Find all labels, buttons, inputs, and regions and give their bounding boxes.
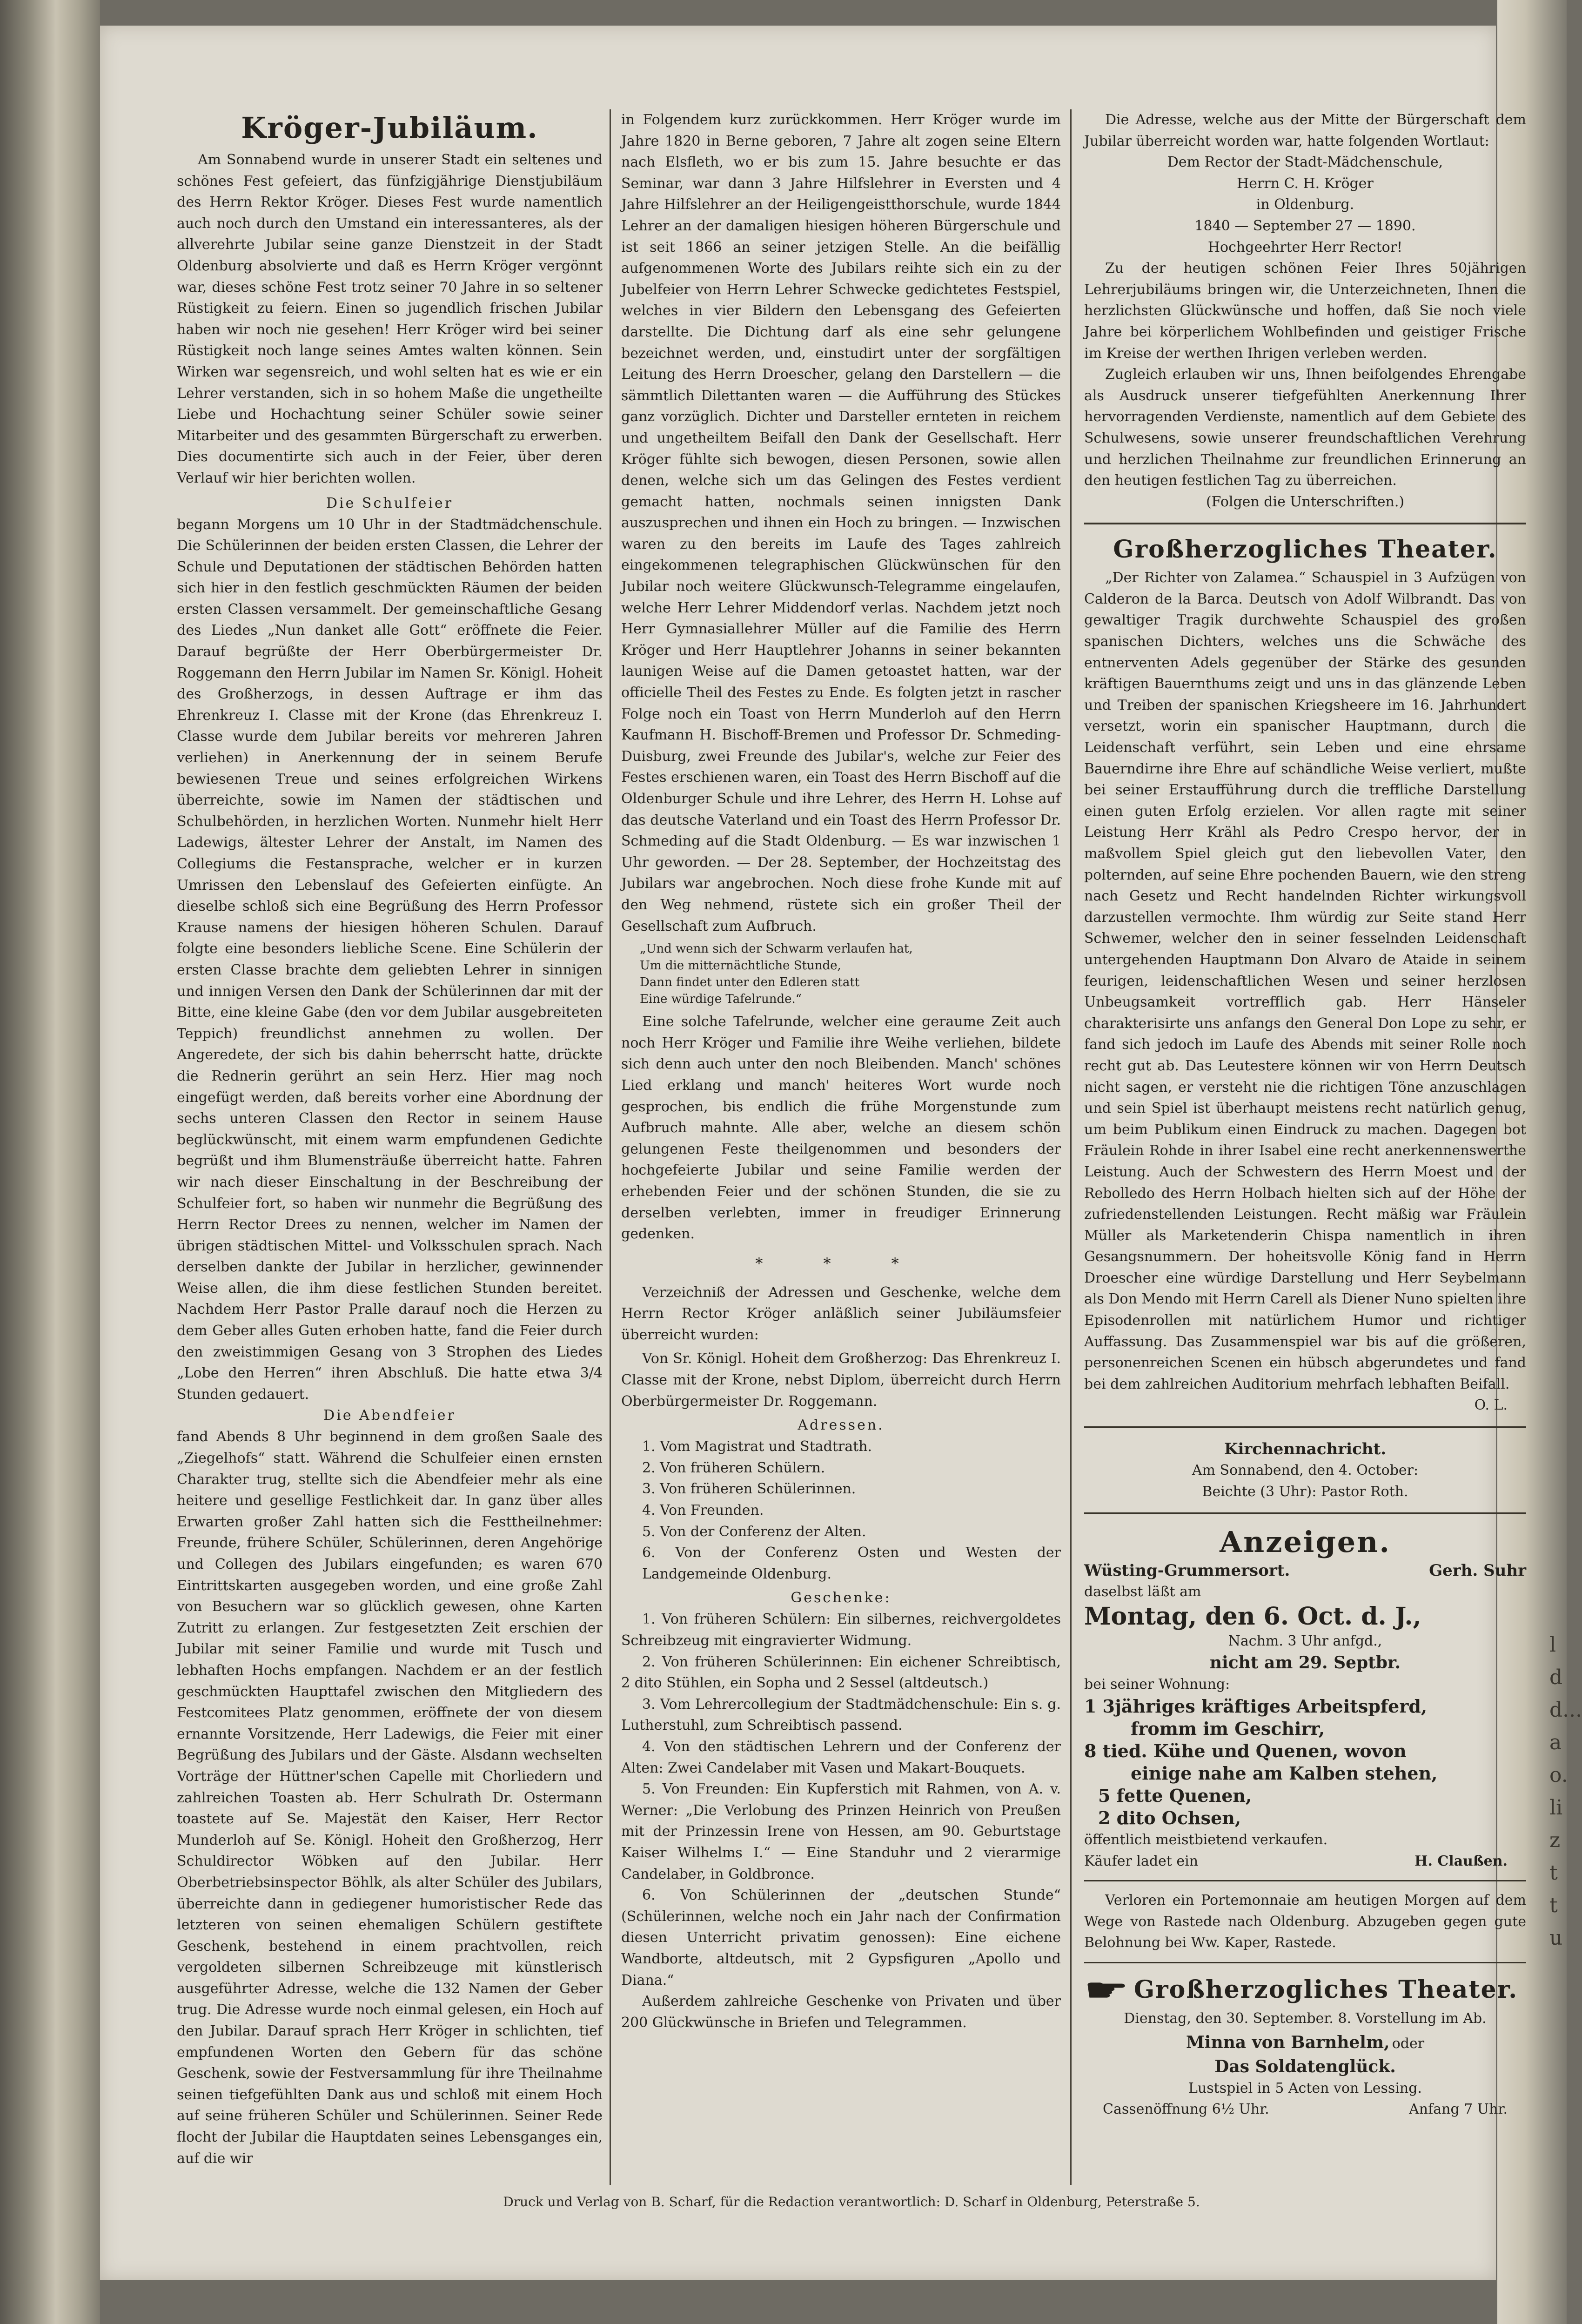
poem-line: Eine würdige Tafelrunde.“ bbox=[640, 992, 802, 1007]
separator-stars: * * * bbox=[755, 1254, 927, 1272]
article-paragraph: fand Abends 8 Uhr beginnend in dem großen Saale des „Ziegelhofs“ statt. Während die Schulfeier einen ernsten Charakter trug, stellte sich die Abendfeier mehr als eine heitere und gesellige Festlichkeit dar. In ganz über alles Erwarten großer Zahl hatten sich die Festtheilnehmer: Freunde, frühere Schüler, Schülerinnen, deren Angehörige und Collegen des Jubilars eingefunden; es waren 670 Eintrittskarten ausgegeben worden, und eine große Zahl von Besuchern war so glücklich gewesen, ohne Karten Zutritt zu erlangen. Zur festgesetzten Zeit erschien der Jubilar mit seiner Familie und wurde mit Tusch und lebhaften Hochs empfangen. Nachdem er an der festlich geschmückten Haupttafel zwischen den Mitgliedern des Festcomitees Platz genommen, eröffnete der von diesem ernannte Vorsitzende, Herr Ladewigs, die Feier mit einer Begrüßung des Jubilars und der Gäste. Alsdann wechselten Vorträge der Hüttner'schen Capelle mit Chorliedern und zahlreichen Toasten ab. Herr Schulrath Dr. Ostermann toastete auf Se. Majestät den Kaiser, Herr Rector Munderloh auf Se. Königl. Hoheit den Großherzog, Herr Schuldirector Wöbken auf den Jubilar. Herr Oberbetriebsinspector Böhlk, als alter Schüler des Jubilars, überreichte dann in gediegener humoristischer Rede das letzteren von seinen ehemaligen Schülern gestiftete Geschenk, bestehend in einem prachtvollen, reich vergoldeten silbernen Schreibzeuge mit künstlerisch ausgeführter Adresse, welche die 132 Namen der Geber trug. Die Adresse wurde noch einmal gelesen, ein Hoch auf den Jubilar. Darauf sprach Herr Kröger in schlichten, tief empfundenen Worten den Gebern für das schöne Geschenk, sowie der Festversammlung für ihre Theilnahme seinen tiefgefühlten Dank aus und schloß mit einem Hoch auf seine früheren Schüler und Schülerinnen. Seiner Rede flocht der Jubilar die Hauptdaten seines Lebensganges ein, auf die wir bbox=[177, 1429, 603, 2167]
ad-line: Cassenöffnung 6½ Uhr. bbox=[1103, 2101, 1269, 2118]
adjacent-page-text: ldd...ao.lizttu bbox=[1549, 1633, 1582, 1950]
list-item: 3. Vom Lehrercollegium der Stadtmädchenschule: Ein s. g. Lutherstuhl, zum Schreibtisch passend. bbox=[621, 1696, 1061, 1734]
list-item: 4. Von den städtischen Lehrern und der Conferenz der Alten: Zwei Candelaber mit Vasen und Makart-Bouquets. bbox=[621, 1738, 1061, 1776]
section-heading: Adressen. bbox=[798, 1417, 885, 1434]
address-dates: 1840 — September 27 — 1890. bbox=[1194, 217, 1416, 234]
column-2 bbox=[621, 109, 1061, 2180]
address-salutation: Hochgeehrter Herr Rector! bbox=[1207, 239, 1403, 255]
article-title: Kröger-Jubiläum. bbox=[241, 111, 538, 145]
pointing-hand-icon: ☛ bbox=[1084, 1971, 1128, 2008]
theater-ad bbox=[1084, 1972, 1526, 2120]
poem-line: „Und wenn sich der Schwarm verlaufen hat, bbox=[640, 942, 913, 956]
address-line: Dem Rector der Stadt-Mädchenschule, bbox=[1167, 154, 1443, 171]
list-item: 3. Von früheren Schülerinnen. bbox=[642, 1481, 856, 1498]
ad-item: 2 dito Ochsen, bbox=[1098, 1807, 1241, 1828]
section-divider bbox=[1084, 523, 1526, 524]
auction-ad bbox=[1084, 1560, 1526, 1872]
notice-line: Am Sonnabend, den 4. October: bbox=[1192, 1462, 1419, 1479]
column-1 bbox=[177, 109, 603, 2180]
ad-place: Wüsting-Grummersort. bbox=[1084, 1561, 1290, 1580]
section-heading: Die Schulfeier bbox=[326, 495, 454, 511]
ad-line: daselbst läßt am bbox=[1084, 1584, 1201, 1600]
list-item: 1. Von früheren Schülern: Ein silbernes, reichvergoldetes Schreibzeug mit eingravierter Widmung. bbox=[621, 1611, 1061, 1649]
ad-line: Dienstag, den 30. September. 8. Vorstellung im Ab. bbox=[1124, 2010, 1487, 2027]
ad-item: einige nahe am Kalben stehen, bbox=[1131, 1763, 1438, 1784]
ad-date: Montag, den 6. Oct. d. J., bbox=[1084, 1602, 1421, 1631]
article-paragraph: Zugleich erlauben wir uns, Ihnen beifolgendes Ehrengabe als Ausdruck unserer tiefgefühlten Anerkennung Ihrer hervorragenden Verdienste, namentlich auf dem Gebiete des Schulwesens, sowie unserer freundschaftlichen Verehrung und herzlichen Theilnahme zur freundlichen Erinnerung an den heutigen festlichen Tag zu überreichen. bbox=[1084, 366, 1526, 489]
theater-review: „Der Richter von Zalamea.“ Schauspiel in 3 Aufzügen von Calderon de la Barca. Deutsch von Adolf Wilbrandt. Das von gewaltiger Tragik durchwehte Schauspiel des großen spanischen Dichters, welches uns die Schwäche des entnerventen Adels gegenüber der Stärke des gesunden kräftigen Bauernthums zeigt und uns in das glänzende Leben und Treiben der spanischen Kriegsheere im 16. Jahrhundert versetzt, worin ein spanischer Hauptmann, durch die Leidenschaft verführt, sein Leben und eine ehrsame Bauerndirne ihre Ehre auf schändliche Weise verliert, mußte bei seiner Erstaufführung durch die treffliche Darstellung einen guten Erfolg erzielen. Vor allen ragte mit seiner Leistung Herr Krähl als Pedro Crespo hervor, der in maßvollem Spiel gleich gut den liebevollen Vater, den polternden, auf seine Ehre pochenden Bauern, wie den streng nach Gesetz und Recht handelnden Richter wirkungsvoll darzustellen vermochte. Ihm würdig zur Seite stand Herr Schwemer, welcher den in seiner fesselnden Leidenschaft untergehenden Hauptmann Don Alvaro de Ataide in seinem feurigen, leidenschaftlichen Wesen und seiner herzlosen Unbeugsamkeit vortrefflich gab. Herr Hänseler charakterisirte uns anfangs den General Don Lope zu sehr, er fand sich jedoch im Laufe des Abends mit seiner Rolle noch recht gut ab. Das Leutestere können wir von Herrn Deutsch nicht sagen, er versteht nie die richtigen Töne anzuschlagen und sein Spiel ist überhaupt meistens recht natürlich genug, um beim Publikum einen Eindruck zu machen. Dagegen bot Fräulein Rohde in ihrer Isabel eine recht anerkennenswerthe Leistung. Auch der Schwestern des Herrn Moest und der Rebolledo des Herrn Holbach hielten sich auf der Höhe der zufriedenstellenden Leistungen. Recht mäßig war Fräulein Müller als Marketenderin Chispa namentlich in ihren Gesangsnummern. Der hoheitsvolle König fand in Herrn Droescher eine würdige Darstellung und Herr Seybelmann als Don Mendo mit Herrn Carell als Diener Nuno spielten ihre Episodenrollen mit natürlichem Humor und richtiger Auffassung. Das Zusammenspiel war bis auf die größeren, personenreichen Scenen ein hübsch abgerundetes und fand bei dem zahlreichen Auditorium mehrfach lebhaften Beifall. bbox=[1084, 570, 1526, 1392]
lost-item-ad: Verloren ein Portemonnaie am heutigen Morgen auf dem Wege von Rastede nach Oldenburg. Abzugeben gegen gute Belohnung bei Ww. Kaper, Rastede. bbox=[1084, 1892, 1526, 1951]
section-heading: Die Abendfeier bbox=[323, 1407, 456, 1424]
article-intro: Am Sonnabend wurde in unserer Stadt ein seltenes und schönes Fest gefeiert, das fünfzigjährige Dienstjubiläum des Herrn Rektor Kröger. Dieses Fest wurde namentlich auch noch durch den Umstand ein interessanteres, als der allverehrte Jubilar seine ganze Dienstzeit in der Stadt Oldenburg absolvierte und daß es Herrn Kröger vergönnt war, dieses schöne Fest trotz seiner 70 Jahre in so seltener Rüstigkeit zu feiern. Einen so jugendlich frischen Jubilar haben wir noch nie gesehen! Herr Kröger wird bei seiner Rüstigkeit noch lange seines Amtes walten können. Sein Wirken war segensreich, und wohl selten hat es wie er ein Lehrer verstanden, sich in so hohem Maße die ungetheilte Liebe und Hochachtung seiner Schüler sowie seiner Mitarbeiter und des gesammten Bürgerschaft zu erwerben. Dies documentirte sich auch in der Feier, über deren Verlauf wir hier berichten wollen. bbox=[177, 152, 603, 486]
section-divider bbox=[1084, 1962, 1526, 1963]
section-title: Großherzogliches Theater. bbox=[1113, 535, 1497, 564]
notice-line: Beichte (3 Uhr): Pastor Roth. bbox=[1202, 1483, 1408, 1500]
list-item: 2. Von früheren Schülern. bbox=[642, 1459, 825, 1476]
section-divider bbox=[1084, 1426, 1526, 1428]
ad-line: Käufer ladet ein bbox=[1084, 1853, 1199, 1869]
list-item: 6. Von der Conferenz Osten und Westen der Landgemeinde Oldenburg. bbox=[642, 1545, 1061, 1582]
ad-item: fromm im Geschirr, bbox=[1131, 1718, 1325, 1739]
poem-line: Um die mitternächtliche Stunde, bbox=[640, 959, 841, 973]
play-title: Das Soldatenglück. bbox=[1214, 2056, 1396, 2076]
section-divider bbox=[1084, 1880, 1526, 1881]
list-item: 5. Von Freunden: Ein Kupferstich mit Rahmen, von A. v. Werner: „Die Verlobung des Prinzen Heinrich von Preußen mit der Prinzessin Irene von Hessen, am 90. Geburtstage Kaiser Wilhelms I.“ — Eine Standuhr und 2 vierarmige Candelaber, in Goldbronce. bbox=[621, 1781, 1061, 1882]
ad-line: oder bbox=[1392, 2035, 1425, 2052]
section-heading: Geschenke: bbox=[791, 1590, 892, 1606]
ad-agent: H. Claußen. bbox=[1414, 1853, 1508, 1869]
section-divider bbox=[1084, 1512, 1526, 1514]
imprint-footer: Druck und Verlag von B. Scharf, für die Redaction verantwortlich: D. Scharf in Oldenburg, Peterstraße 5. bbox=[503, 2194, 1200, 2210]
article-paragraph: Die Adresse, welche aus der Mitte der Bürgerschaft dem Jubilar überreicht worden war, hatte folgenden Wortlaut: bbox=[1084, 112, 1526, 149]
list-item: 6. Von Schülerinnen der „deutschen Stunde“ (Schülerinnen, welche noch ein Jahr nach der Confirmation diesen Unterricht privatim genossen): Eine eichene Wandborte, altdeutsch, mit 2 Gypsfiguren „Apollo und Diana.“ bbox=[621, 1887, 1061, 1988]
ad-item: 5 fette Quenen, bbox=[1098, 1785, 1252, 1806]
author-initials: O. L. bbox=[1474, 1397, 1508, 1414]
section-title: Anzeigen. bbox=[1220, 1525, 1391, 1559]
ad-item: 1 3jähriges kräftiges Arbeitspferd, bbox=[1084, 1696, 1428, 1717]
address-list bbox=[621, 1436, 1061, 1585]
address-line: Herrn C. H. Kröger bbox=[1237, 175, 1374, 192]
list-item: 2. Von früheren Schülerinnen: Ein eichener Schreibtisch, 2 dito Stühlen, ein Sopha und 2 Sessel (altdeutsch.) bbox=[621, 1653, 1061, 1692]
ad-line: bei seiner Wohnung: bbox=[1084, 1676, 1230, 1693]
article-paragraph: begann Morgens um 10 Uhr in der Stadtmädchenschule. Die Schülerinnen der beiden ersten Classen, die Lehrer der Schule und Deputationen der städtischen Behörden hatten sich hier in den festlich geschmückten Räumen der beiden ersten Classen versammelt. Der gemeinschaftliche Gesang des Liedes „Nun danket alle Gott“ eröffnete die Feier. Darauf begrüßte der Herr Oberbürgermeister Dr. Roggemann den Herrn Jubilar im Namen Sr. Königl. Hoheit des Großherzogs, in dessen Auftrage er ihm das Ehrenkreuz I. Classe mit der Krone (das Ehrenkreuz I. Classe wurde dem Jubilar bereits vor mehreren Jahren verliehen) in Anerkennung der in seinem Berufe bewiesenen Treue und seines erfolgreichen Wirkens überreichte, sowie im Namen der städtischen und Schulbehörden, in herzlichen Worten. Nunmehr hielt Herr Ladewigs, ältester Lehrer der Anstalt, im Namen des Collegiums die Festansprache, welcher er in kurzen Umrissen den Lebenslauf des Gefeierten einfügte. An dieselbe schloß sich eine Begrüßung des Herrn Professor Krause namens der hiesigen höheren Schulen. Darauf folgte eine besonders liebliche Scene. Eine Schülerin der ersten Classe brachte dem geliebten Lehrer in sinnigen und innigen Versen den Dank der Schülerinnen dar mit der Bitte, eine kleine Gabe (den vor dem Jubilar ausgebreiteten Teppich) freundlichst annehmen zu wollen. Der Angeredete, der sich bis dahin beherrscht hatte, drückte die Rednerin gerührt an sein Herz. Hier mag noch eingefügt werden, daß bereits vorher eine Abordnung der sechs unteren Classen den Rector in seinem Hause beglückwünscht, mit einem warm empfundenen Gedichte begrüßt und ihm Blumensträuße überreicht hatte. Fahren wir nach dieser Einschaltung in der Beschreibung der Schulfeier fort, so haben wir nunmehr die Begrüßung des Herrn Rector Drees zu nennen, welcher im Namen der übrigen städtischen Mittel- und Volksschulen sprach. Nach derselben dankte der Jubilar in herzlicher, gewinnender Weise allen, die ihm diese festlichen Stunden bereitet. Nachdem Herr Pastor Pralle darauf noch die Herzen zu dem Geber alles Guten erhoben hatte, fand die Feier durch den zweistimmigen Gesang von 3 Strophen des Liedes „Lobe den Herren“ ihren Abschluß. Die hatte etwa 3/4 Stunden gedauert. bbox=[177, 516, 603, 1403]
ad-title: Großherzogliches Theater. bbox=[1133, 1975, 1518, 2004]
poem bbox=[640, 940, 1061, 1008]
signature-note: (Folgen die Unterschriften.) bbox=[1206, 493, 1405, 510]
article-paragraph: Außerdem zahlreiche Geschenke von Privaten und über 200 Glückwünsche in Briefen und Telegrammen. bbox=[621, 1993, 1061, 2031]
ad-line: Nachm. 3 Uhr anfgd., bbox=[1228, 1632, 1382, 1649]
list-item: 4. Von Freunden. bbox=[642, 1502, 764, 1519]
column-3 bbox=[1084, 109, 1526, 2180]
article-paragraph: in Folgendem kurz zurückkommen. Herr Kröger wurde im Jahre 1820 in Berne geboren, 7 Jahre alt zogen seine Eltern nach Elsfleth, wo er bis zum 15. Jahre besuchte er das Seminar, war dann 3 Jahre Hilfslehrer in Eversten und 4 Jahre Hilfslehrer an der Heiligengeistthorschule, wurde 1844 Lehrer an der damaligen hiesigen höheren Bürgerschule und ist seit 1866 an seiner jetzigen Stelle. An die beifällig aufgenommenen Worte des Jubilars reihte sich ein zu der Jubelfeier von Herrn Lehrer Schwecke gedichtetes Festspiel, welches in vier Bildern den Lebensgang des Gefeierten darstellte. Die Dichtung darf als eine sehr gelungene bezeichnet werden, und, einstudirt unter der sorgfältigen Leitung des Herrn Droescher, gelang den Darstellern — die sämmtlich Dilettanten waren — die Aufführung des Stückes ganz vorzüglich. Dichter und Darsteller ernteten in reichem und ungetheiltem Beifall den Dank der Gesellschaft. Herr Kröger fühlte sich bewogen, diesen Personen, sowie allen denen, welche sich um das Gelingen des Festes verdient gemacht hatten, nochmals seinen innigsten Dank auszusprechen und ihnen ein Hoch zu bringen. — Inzwischen waren zu den bereits im Laufe des Tages zahlreich eingekommenen telegraphischen Glückwünschen für den Jubilar noch weitere Glückwunsch-Telegramme eingelaufen, welche Herr Lehrer Middendorf verlas. Nachdem jetzt noch Herr Gymnasiallehrer Müller auf die Familie des Herrn Kröger und Herr Hauptlehrer Johanns in seiner bekannten launigen Weise auf die Damen getoastet hatten, war der officielle Theil des Festes zu Ende. Es folgten jetzt in rascher Folge noch ein Toast von Herrn Munderloh auf den Herrn Kaufmann H. Bischoff-Bremen und Professor Dr. Schmeding-Duisburg, zwei Freunde des Jubilar's, welche zur Feier des Festes erschienen waren, ein Toast des Herrn Bischoff auf die Oldenburger Schule und ihre Lehrer, des Herrn H. Lohse auf das deutsche Vaterland und ein Toast des Herrn Professor Dr. Schmeding auf die Stadt Oldenburg. — Es war inzwischen 1 Uhr geworden. — Der 28. September, der Hochzeitstag des Jubilars war angebrochen. Noch diese frohe Kunde mit auf den Weg nehmend, rüstete sich ein großer Theil der Gesellschaft zum Aufbruch. bbox=[621, 112, 1061, 934]
poem-line: Dann findet unter den Edleren statt bbox=[640, 975, 860, 990]
address-line: in Oldenburg. bbox=[1256, 196, 1354, 213]
ad-line: nicht am 29. Septbr. bbox=[1209, 1653, 1401, 1673]
column-rule bbox=[1070, 109, 1072, 2185]
ad-item: 8 tied. Kühe und Quenen, wovon bbox=[1084, 1740, 1407, 1761]
ad-line: öffentlich meistbietend verkaufen. bbox=[1084, 1832, 1328, 1848]
section-title: Kirchennachricht. bbox=[1224, 1440, 1387, 1459]
list-title: Verzeichniß der Adressen und Geschenke, welche dem Herrn Rector Kröger anläßlich seiner Jubiläumsfeier überreicht wurden: bbox=[621, 1284, 1061, 1343]
column-rule bbox=[610, 109, 611, 2185]
ad-line: Lustspiel in 5 Acten von Lessing. bbox=[1188, 2080, 1422, 2096]
ad-line: Anfang 7 Uhr. bbox=[1409, 2101, 1508, 2118]
play-title: Minna von Barnhelm, bbox=[1186, 2032, 1390, 2052]
binding-edge bbox=[0, 0, 100, 2324]
list-intro: Von Sr. Königl. Hoheit dem Großherzog: Das Ehrenkreuz I. Classe mit der Krone, nebst Diplom, überreicht durch Herrn Oberbürgermeister Dr. Roggemann. bbox=[621, 1350, 1061, 1410]
ad-seller: Gerh. Suhr bbox=[1429, 1561, 1526, 1580]
article-paragraph: Zu der heutigen schönen Feier Ihres 50jährigen Lehrerjubiläums bringen wir, die Unterzeichneten, Ihnen die herzlichsten Glückwünsche und hoffen, daß Sie noch viele Jahre bei körperlichem Wohlbefinden und geistiger Frische im Kreise der werthen Ihrigen verleben werden. bbox=[1084, 260, 1526, 362]
list-item: 1. Vom Magistrat und Stadtrath. bbox=[642, 1438, 872, 1455]
list-item: 5. Von der Conferenz der Alten. bbox=[642, 1523, 866, 1540]
article-paragraph: Eine solche Tafelrunde, welcher eine geraume Zeit auch noch Herr Kröger und Familie ihre Weihe verliehen, bildete sich denn auch unter den noch Bleibenden. Manch' schönes Lied erklang und manch' heiteres Wort wurde noch gesprochen, bis endlich die frühe Morgenstunde zum Aufbruch mahnte. Alle aber, welche an diesem schön gelungenen Feste theilgenommen und besonders der hochgefeierte Jubilar und seine Familie werden der erhebenden Feier und der schönen Stunden, die sie zu derselben verlebten, immer in freudiger Erinnerung gedenken. bbox=[621, 1014, 1061, 1243]
